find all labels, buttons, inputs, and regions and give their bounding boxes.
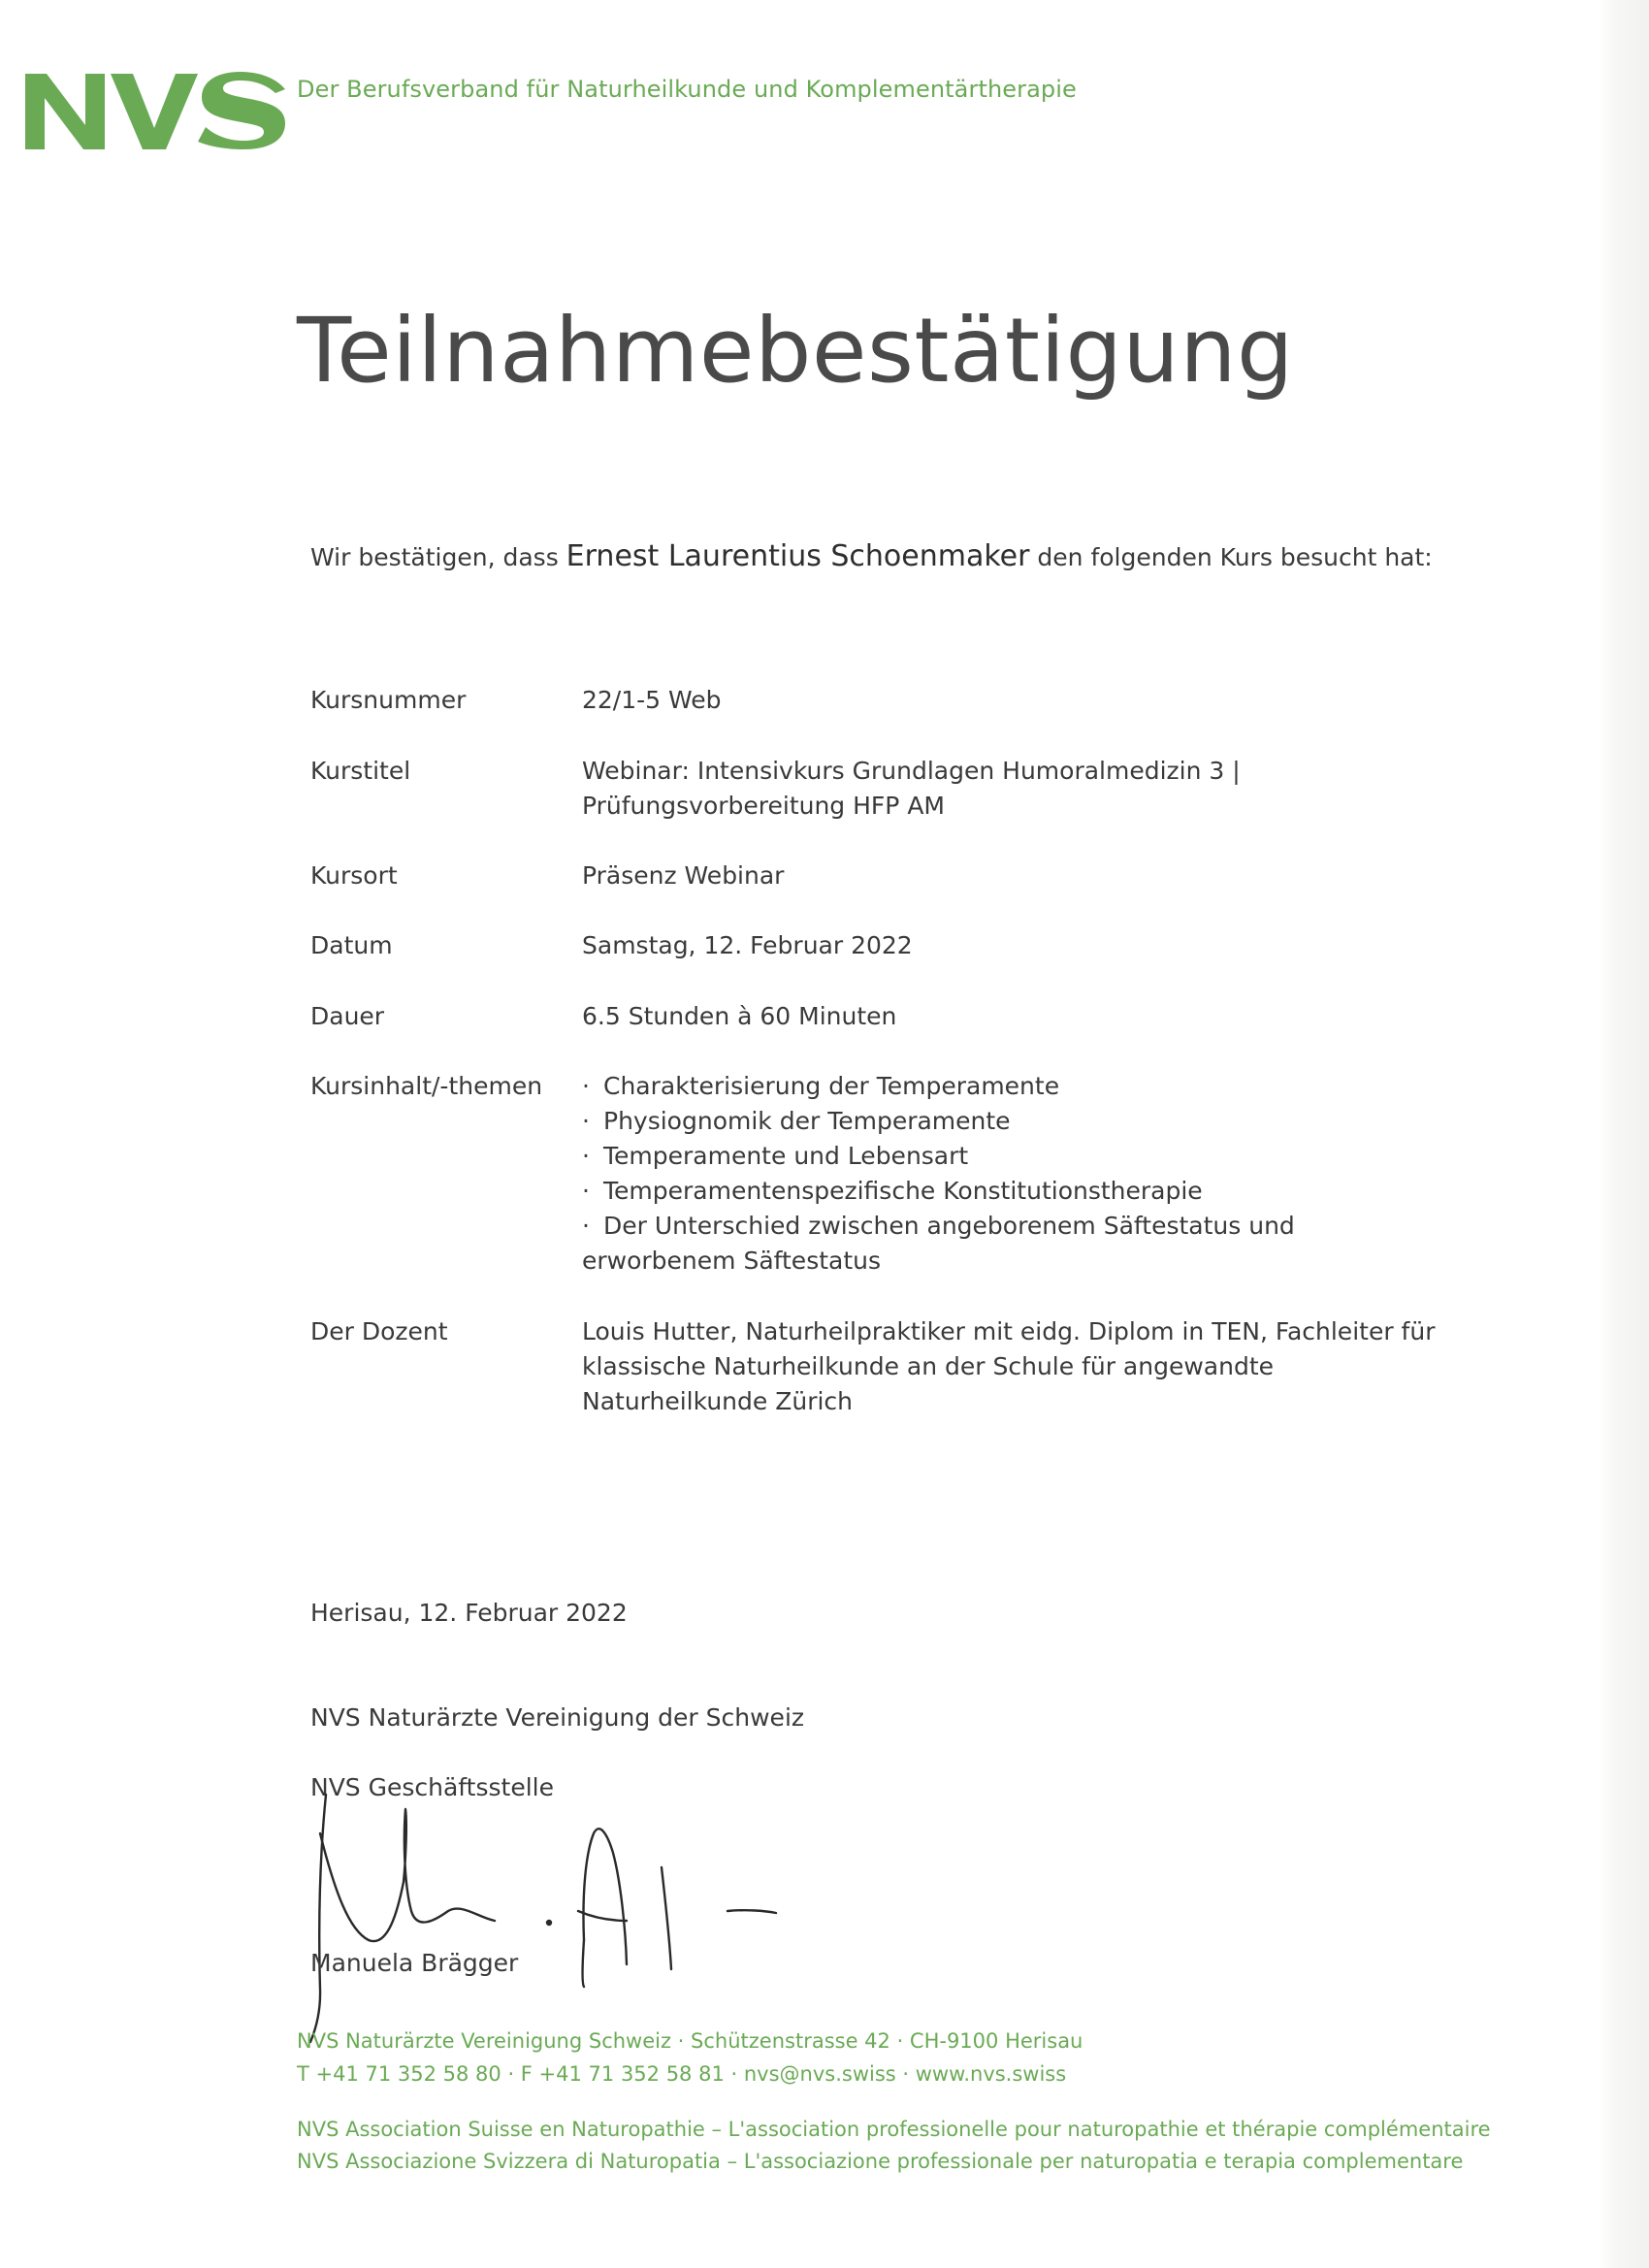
document-title: Teilnahmebestätigung: [297, 299, 1294, 403]
footer-contact: T +41 71 352 58 80 · F +41 71 352 58 81 · nvs@nvs.swiss · www.nvs.swiss: [297, 2062, 1067, 2086]
label-kursnummer: Kursnummer: [310, 686, 467, 714]
intro-sentence: [310, 539, 1433, 573]
handwritten-signature: [291, 1775, 795, 2047]
topic-text: Temperamentenspezifische Konstitutionstherapie: [603, 1177, 1203, 1205]
footer-italian: NVS Associazione Svizzera di Naturopatia – L'associazione professionale per naturopatia e terapia complementare: [297, 2150, 1464, 2173]
label-dozent: Der Dozent: [310, 1317, 448, 1345]
signer-name: Manuela Brägger: [310, 1949, 519, 1977]
value-datum: Samstag, 12. Februar 2022: [582, 931, 913, 959]
row-dozent: [310, 1314, 1445, 1431]
bullet-icon: ·: [582, 1177, 590, 1205]
value-dauer: 6.5 Stunden à 60 Minuten: [582, 1002, 897, 1030]
value-dozent: Louis Hutter, Naturheilpraktiker mit eidg. Diplom in TEN, Fachleiter für klassische Naturheilkunde an der Schule für angewandte Naturheilkunde Zürich: [582, 1317, 1436, 1415]
row-kurstitel: [310, 754, 1445, 831]
label-dauer: Dauer: [310, 1002, 385, 1030]
value-kursnummer: 22/1-5 Web: [582, 686, 722, 714]
label-kursort: Kursort: [310, 861, 398, 890]
nvs-logo: [25, 72, 287, 149]
topic-item: [582, 1209, 1436, 1279]
topic-item: [582, 1104, 1436, 1139]
row-dauer: [310, 999, 1445, 1038]
bullet-icon: ·: [582, 1142, 590, 1170]
label-themen: Kursinhalt/-themen: [310, 1072, 543, 1100]
scan-edge-shading: [1599, 0, 1649, 2268]
topic-text: Temperamente und Lebensart: [603, 1142, 969, 1170]
organization-name: NVS Naturärzte Vereinigung der Schweiz: [310, 1703, 805, 1732]
topic-text: Der Unterschied zwischen angeborenem Säftestatus und erworbenem Säftestatus: [582, 1212, 1295, 1275]
label-datum: Datum: [310, 931, 393, 959]
bullet-icon: ·: [582, 1072, 590, 1100]
office-name: NVS Geschäftsstelle: [310, 1773, 554, 1801]
footer-address: NVS Naturärzte Vereinigung Schweiz · Schützenstrasse 42 · CH-9100 Herisau: [297, 2029, 1083, 2053]
tagline: Der Berufsverband für Naturheilkunde und Komplementärtherapie: [297, 76, 1077, 103]
participant-name: Ernest Laurentius Schoenmaker: [566, 539, 1030, 573]
footer-french: NVS Association Suisse en Naturopathie – L'association professionelle pour naturopathie et thérapie complémentaire: [297, 2118, 1491, 2141]
bullet-icon: ·: [582, 1107, 590, 1135]
topic-text: Physiognomik der Temperamente: [603, 1107, 1011, 1135]
row-datum: [310, 928, 1445, 967]
row-kursort: [310, 859, 1445, 897]
intro-suffix: den folgenden Kurs besucht hat:: [1037, 543, 1433, 571]
value-kurstitel: Webinar: Intensivkurs Grundlagen Humoralmedizin 3 | Prüfungsvorbereitung HFP AM: [582, 757, 1241, 820]
intro-prefix: Wir bestätigen, dass: [310, 543, 559, 571]
topic-item: [582, 1174, 1436, 1209]
topics-list: [582, 1069, 1436, 1279]
value-kursort: Präsenz Webinar: [582, 861, 785, 890]
label-kurstitel: Kurstitel: [310, 757, 411, 785]
row-themen: [310, 1069, 1445, 1282]
place-date: Herisau, 12. Februar 2022: [310, 1599, 628, 1627]
row-kursnummer: [310, 683, 1445, 722]
topic-item: [582, 1139, 1436, 1174]
value-themen: [582, 1069, 1436, 1279]
topic-item: [582, 1069, 1436, 1104]
bullet-icon: ·: [582, 1212, 590, 1240]
topic-text: Charakterisierung der Temperamente: [603, 1072, 1060, 1100]
